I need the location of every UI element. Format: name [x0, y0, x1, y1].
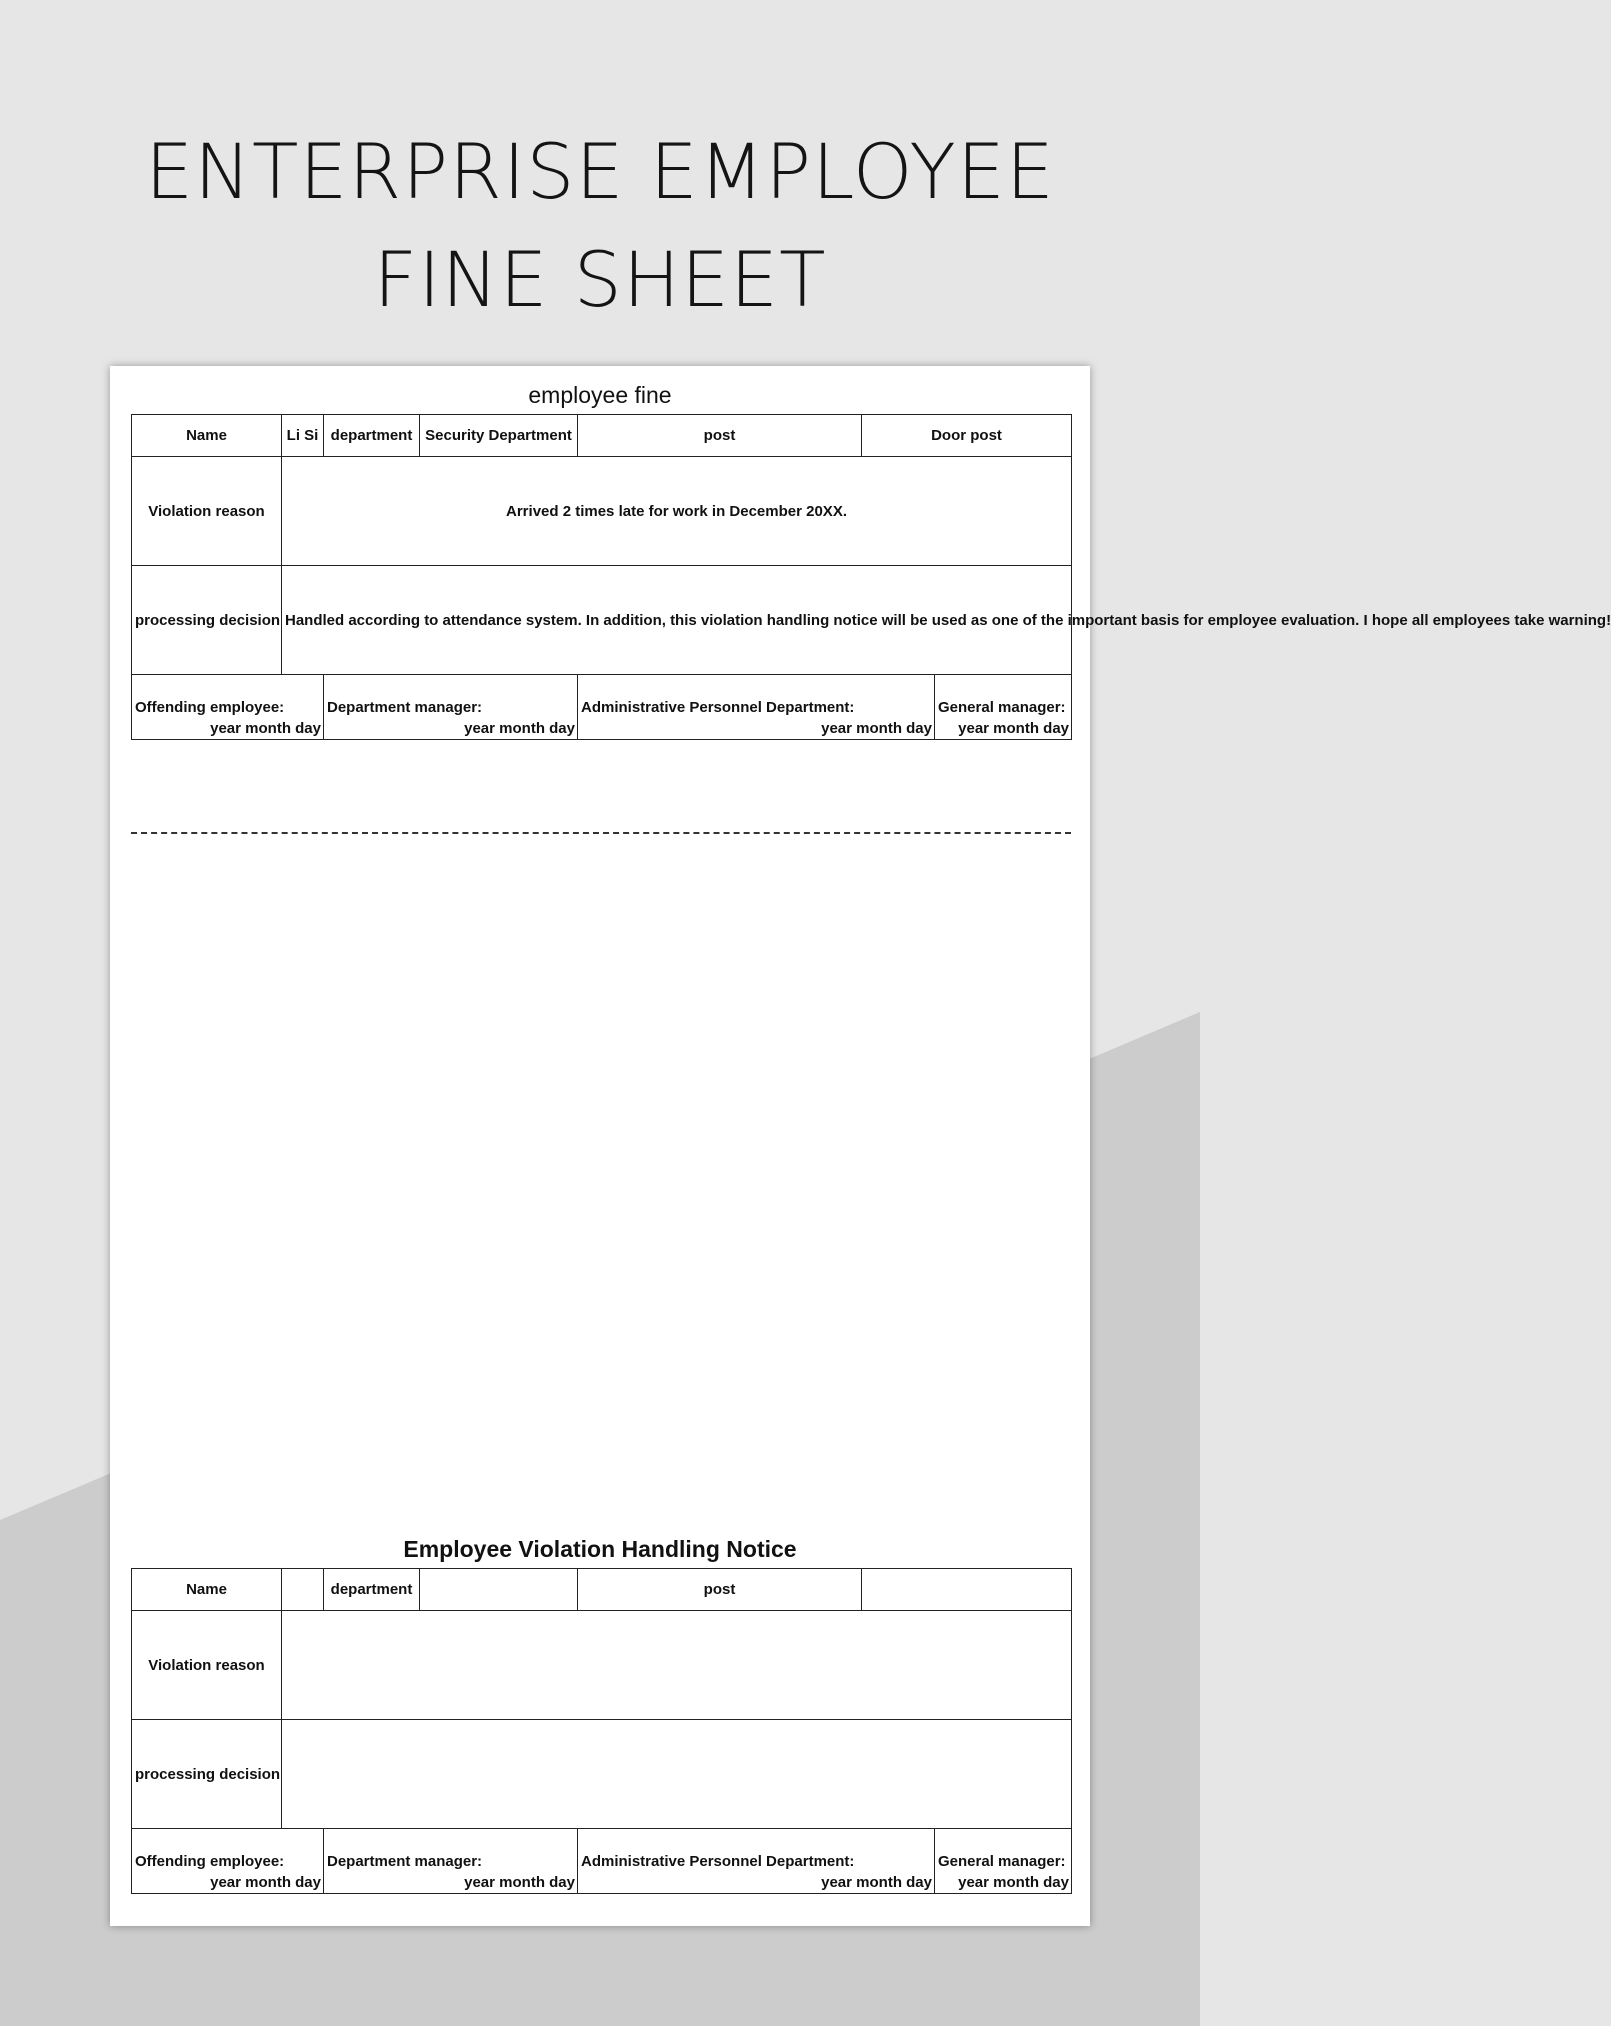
violation-notice-table [131, 1568, 1072, 1894]
page-title-line-2: FINE SHEET [373, 235, 827, 324]
processing-decision-value[interactable]: Handled according to attendance system. In addition, this violation handling notice will be used as one of the important basis for employee evaluation. I hope all employees take warning! [282, 566, 1072, 675]
table-row [132, 1829, 1072, 1894]
table-row [132, 1569, 1072, 1611]
signature-label: Offending employee: [135, 698, 285, 716]
name-value[interactable] [282, 1569, 324, 1611]
processing-decision-value[interactable] [282, 1720, 1072, 1829]
fine-sheet-document [110, 366, 1611, 1926]
name-label: Name [132, 1569, 282, 1611]
form-title-employee-fine: employee fine [528, 382, 672, 408]
department-label: department [324, 1569, 420, 1611]
signature-administrative-personnel[interactable] [578, 675, 935, 740]
form-title-violation-notice: Employee Violation Handling Notice [403, 1536, 797, 1562]
signature-date: year month day [464, 1874, 575, 1891]
post-value[interactable] [862, 1569, 1072, 1611]
signature-label: Department manager: [327, 1852, 483, 1870]
name-label: Name [132, 415, 282, 457]
department-value[interactable] [420, 1569, 578, 1611]
signature-date: year month day [958, 720, 1070, 737]
department-value[interactable]: Security Department [420, 415, 578, 457]
signature-department-manager[interactable] [324, 675, 578, 740]
table-row [132, 1611, 1072, 1720]
post-label: post [578, 1569, 862, 1611]
name-value[interactable]: Li Si [282, 415, 324, 457]
table-row [132, 1720, 1072, 1829]
signature-label: Administrative Personnel Department: [581, 1852, 855, 1870]
table-row [132, 415, 1072, 457]
post-label: post [578, 415, 862, 457]
table-row [132, 566, 1072, 675]
signature-administrative-personnel[interactable] [578, 1829, 935, 1894]
signature-department-manager[interactable] [324, 1829, 578, 1894]
table-row [132, 675, 1072, 740]
processing-decision-label: processing decision [132, 1720, 282, 1829]
processing-decision-label: processing decision [132, 566, 282, 675]
signature-date: year month day [464, 720, 575, 737]
page-title [0, 118, 1200, 334]
signature-general-manager[interactable] [935, 1829, 1072, 1894]
signature-label: General manager: [938, 1852, 1066, 1870]
signature-offending-employee[interactable] [132, 675, 324, 740]
signature-label: Administrative Personnel Department: [581, 698, 855, 716]
signature-date: year month day [821, 1874, 932, 1891]
page-title-line-1: ENTERPRISE EMPLOYEE [145, 127, 1055, 216]
signature-date: year month day [958, 1874, 1069, 1891]
post-value[interactable]: Door post [862, 415, 1072, 457]
violation-reason-value[interactable]: Arrived 2 times late for work in December 20XX. [282, 457, 1072, 566]
signature-date: year month day [210, 720, 321, 737]
signature-date: year month day [821, 720, 932, 737]
signature-date: year month day [210, 1874, 321, 1891]
department-label: department [324, 415, 420, 457]
signature-label: Department manager: [327, 698, 483, 716]
violation-reason-value[interactable] [282, 1611, 1072, 1720]
signature-offending-employee[interactable] [132, 1829, 324, 1894]
signature-label: General manager: [938, 698, 1066, 716]
signature-label: Offending employee: [135, 1852, 285, 1870]
cut-line-divider [131, 832, 1071, 834]
signature-general-manager[interactable] [935, 675, 1072, 740]
employee-fine-table [131, 414, 1611, 740]
table-row [132, 457, 1072, 566]
violation-reason-label: Violation reason [132, 457, 282, 566]
violation-reason-label: Violation reason [132, 1611, 282, 1720]
